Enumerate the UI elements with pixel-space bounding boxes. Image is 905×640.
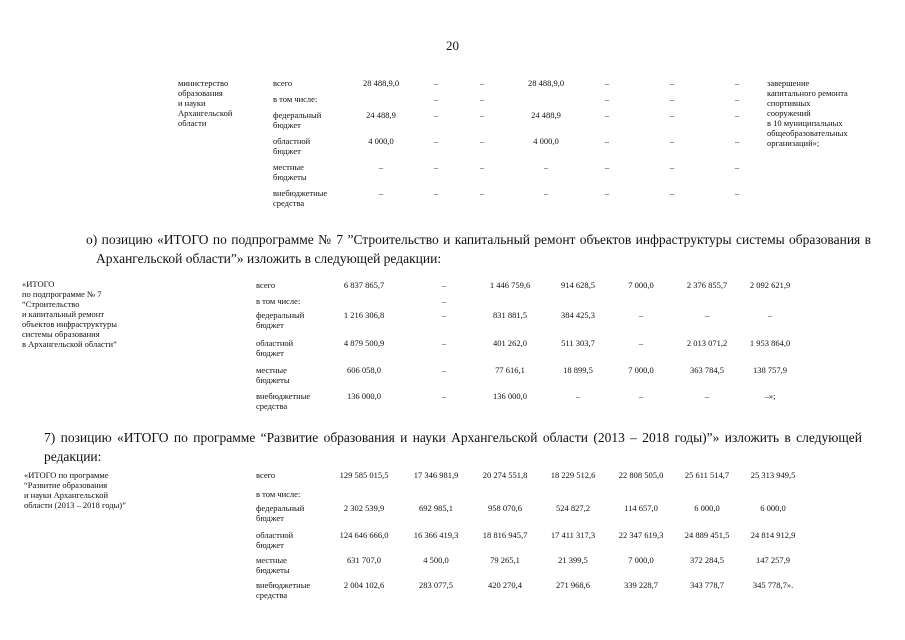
table-cell: – [479,110,485,120]
table-cell: 4 000,0 [368,136,394,146]
table-cell: 24 814 912,9 [750,530,796,540]
table-cell: 6 000,0 [694,503,720,513]
table-cell: – [669,136,675,146]
table-cell: 511 303,7 [561,338,595,348]
table-cell: – [441,280,447,290]
table-cell: 17 346 981,9 [413,470,459,480]
table-cell: 129 585 015,5 [339,470,389,480]
table-cell: 271 968,6 [556,580,590,590]
table-cell: 28 488,9,0 [527,78,565,88]
table-cell: 914 628,5 [561,280,595,290]
table-cell: – [638,310,644,320]
table-cell: 77 616,1 [495,365,525,375]
table-cell: – [734,136,740,146]
paragraph-o [86,230,871,268]
table-cell: 692 985,1 [419,503,453,513]
table-cell: 2 302 539,9 [343,503,385,513]
table-cell: – [433,78,439,88]
table-cell: 18 899,5 [563,365,593,375]
table-cell: – [433,188,439,198]
row-source-label: в том числе: [256,489,301,499]
table-cell: – [734,188,740,198]
table-cell: – [604,94,610,104]
table-cell: 16 366 419,3 [413,530,459,540]
table-cell: – [604,136,610,146]
table-cell: – [704,310,710,320]
row-source-label: областной бюджет [256,338,294,358]
table-cell: – [704,391,710,401]
table-cell: 6 000,0 [760,503,786,513]
table-cell: – [479,188,485,198]
table-cell: 7 000,0 [628,280,654,290]
table-cell: 79 265,1 [490,555,520,565]
table-cell: 18 229 512,6 [550,470,596,480]
table-cell: – [638,391,644,401]
paragraph-7-text: 7) позицию «ИТОГО по программе “Развитие образования и науки Архангельской области (2013 – 2018 годы)”» изложить в следующей редакции: [44,430,862,464]
row-source-label: областной бюджет [273,136,311,156]
row-source-label: местные бюджеты [273,162,307,182]
table-cell: – [441,391,447,401]
table-cell: 25 313 949,5 [750,470,796,480]
table-cell: 138 757,9 [753,365,787,375]
table-cell: 22 808 505,0 [618,470,664,480]
table-cell: 24 488,9 [366,110,396,120]
table-cell: – [575,391,581,401]
table-cell: – [433,162,439,172]
table-cell: – [378,162,384,172]
table-cell: – [479,78,485,88]
paragraph-7 [44,428,862,466]
bottom-table-entity: «ИТОГО по программе “Развитие образования и науки Архангельской области (2013 – 2018 годы)” [24,470,126,510]
table-cell: 2 376 855,7 [686,280,728,290]
table-cell: 1 446 759,6 [489,280,531,290]
table-cell: – [479,162,485,172]
table-cell: – [734,78,740,88]
table-cell: – [441,365,447,375]
table-cell: – [669,188,675,198]
table-cell: – [669,94,675,104]
row-source-label: в том числе: [256,296,301,306]
table-cell: 1 953 864,0 [749,338,791,348]
table-cell: 24 488,9 [531,110,561,120]
row-source-label: внебюджетные средства [256,580,311,600]
table-cell: 6 837 865,7 [343,280,385,290]
table-cell: – [734,110,740,120]
table-cell: 339 228,7 [624,580,658,590]
table-cell: 606 058,0 [347,365,381,375]
table-cell: 524 827,2 [556,503,590,513]
table-cell: 2 004 102,6 [343,580,385,590]
mid-table-entity: «ИТОГО по подпрограмме № 7 “Строительство и капитальный ремонт объектов инфраструктуры системы образования в Архангельской области” [22,279,117,349]
table-cell: – [734,94,740,104]
row-source-label: всего [256,470,276,480]
table-cell: 4 879 500,9 [343,338,385,348]
table-cell: – [433,110,439,120]
table-cell: 363 784,5 [690,365,724,375]
table-cell: 28 488,9,0 [362,78,400,88]
table-cell: 20 274 551,8 [482,470,528,480]
table-cell: – [604,78,610,88]
table-cell: – [669,162,675,172]
table-cell: –»; [764,391,776,401]
table-cell: – [669,78,675,88]
table-cell: – [479,136,485,146]
table-cell: 372 284,5 [690,555,724,565]
table-cell: 7 000,0 [628,555,654,565]
table-cell: 2 013 071,2 [686,338,728,348]
table-cell: 958 070,6 [488,503,522,513]
table-cell: – [669,110,675,120]
table-cell: 4 500,0 [423,555,449,565]
table-cell: 24 889 451,5 [684,530,730,540]
table-cell: 114 657,0 [624,503,658,513]
table-cell: 124 646 666,0 [339,530,389,540]
table-cell: – [543,162,549,172]
table-cell: – [543,188,549,198]
row-source-label: внебюджетные средства [273,188,328,208]
table-cell: 2 092 621,9 [749,280,791,290]
table-cell: 18 816 945,7 [482,530,528,540]
row-source-label: внебюджетные средства [256,391,311,411]
table-cell: – [433,94,439,104]
row-source-label: местные бюджеты [256,555,290,575]
table-cell: 147 257,9 [756,555,790,565]
table-cell: 17 411 317,3 [550,530,596,540]
table-cell: 7 000,0 [628,365,654,375]
table-cell: – [441,296,447,306]
row-source-label: местные бюджеты [256,365,290,385]
table-cell: 831 881,5 [493,310,527,320]
table-cell: – [767,310,773,320]
table-cell: 384 425,3 [561,310,595,320]
table-cell: – [734,162,740,172]
table-cell: – [604,188,610,198]
table-cell: – [638,338,644,348]
table-cell: 4 000,0 [533,136,559,146]
row-source-label: федеральный бюджет [273,110,322,130]
row-source-label: всего [256,280,276,290]
table-cell: 631 707,0 [347,555,381,565]
table-cell: – [604,110,610,120]
table-cell: 136 000,0 [493,391,527,401]
page-number: 20 [446,38,459,53]
table-cell: – [433,136,439,146]
table-cell: – [441,310,447,320]
table-cell: 136 000,0 [347,391,381,401]
table-cell: – [378,188,384,198]
top-table-note: завершение капитального ремонта спортивных сооружений в 10 муниципальных общеобразовательных организаций»; [767,78,848,148]
table-cell: 21 399,5 [558,555,588,565]
row-source-label: федеральный бюджет [256,310,305,330]
table-cell: – [604,162,610,172]
table-cell: 22 347 619,3 [618,530,664,540]
table-cell: 345 778,7». [752,580,794,590]
table-cell: 1 216 306,8 [343,310,385,320]
table-cell: 420 270,4 [488,580,522,590]
table-cell: 25 611 514,7 [684,470,730,480]
table-cell: – [441,338,447,348]
paragraph-o-text: о) позицию «ИТОГО по подпрограмме № 7 ”Строительство и капитальный ремонт объектов инфраструктуры системы образования в Архангельской области”» изложить в следующей редакции: [86,232,871,266]
top-table-entity: министерство образования и науки Архангельской области [178,78,233,128]
table-cell: 283 077,5 [419,580,453,590]
row-source-label: федеральный бюджет [256,503,305,523]
table-cell: – [479,94,485,104]
row-source-label: всего [273,78,293,88]
row-source-label: областной бюджет [256,530,294,550]
table-cell: 401 262,0 [493,338,527,348]
row-source-label: в том числе: [273,94,318,104]
table-cell: 343 778,7 [690,580,724,590]
